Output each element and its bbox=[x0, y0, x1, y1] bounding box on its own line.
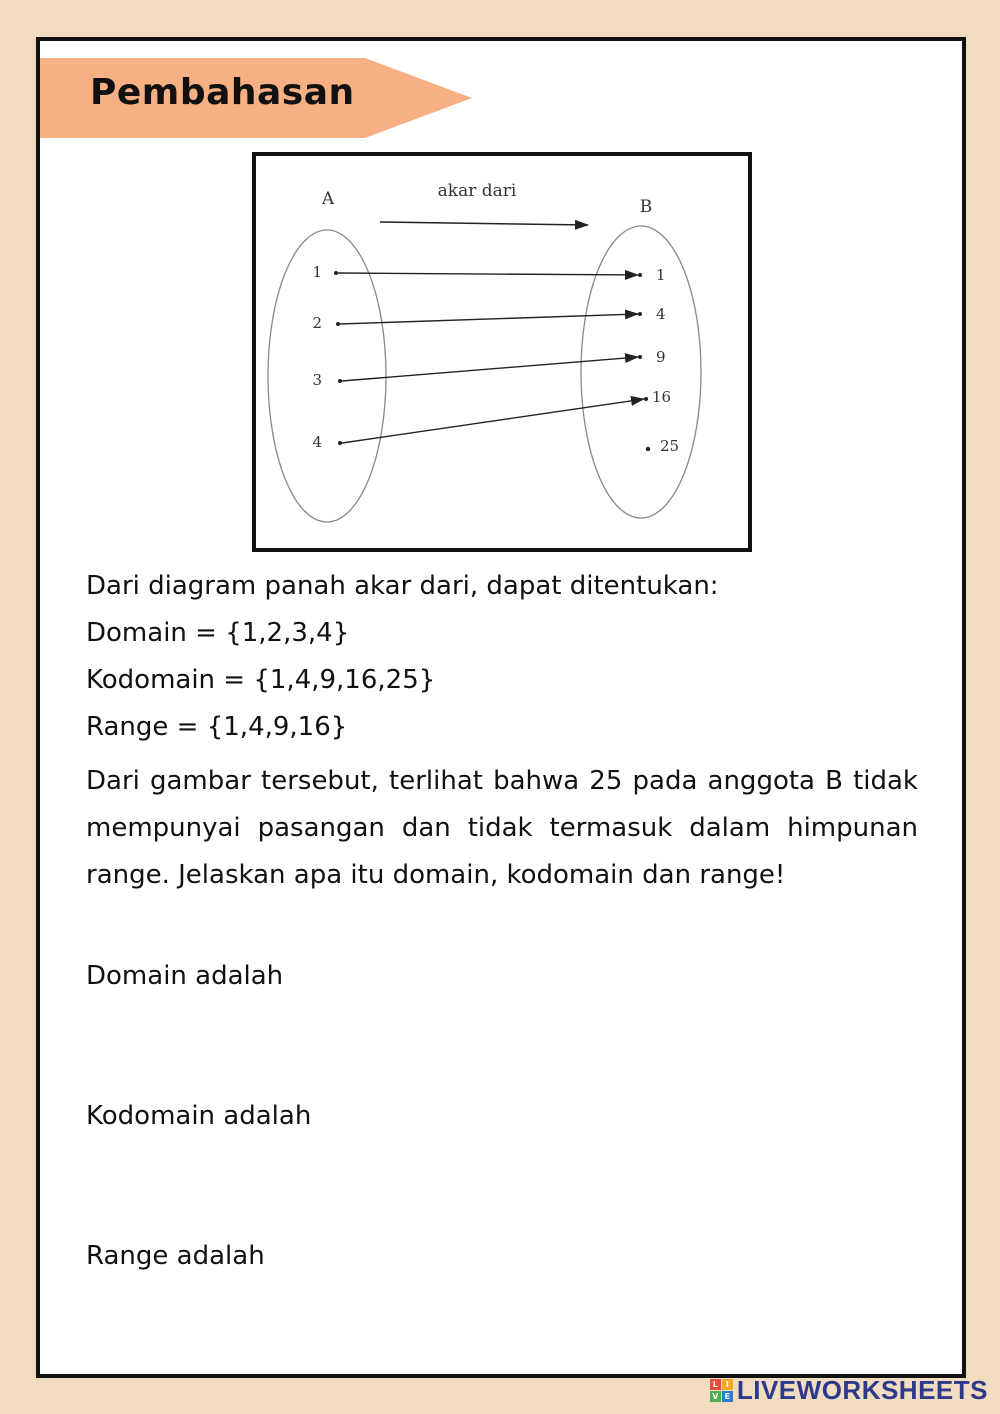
arrow-diagram-svg bbox=[256, 156, 748, 548]
set-a-dot bbox=[338, 379, 342, 383]
set-b-element: 1 bbox=[656, 266, 666, 284]
intro-block bbox=[86, 563, 918, 751]
section-ribbon bbox=[40, 58, 472, 138]
question-paragraph: Dari gambar tersebut, terlihat bahwa 25 pada anggota B tidak mempunyai pasangan dan tidak termasuk dalam himpunan range. Jelaskan apa itu domain, kodomain dan range! bbox=[86, 766, 918, 890]
range-prompt: Range adalah bbox=[86, 1241, 265, 1271]
set-b-label: B bbox=[639, 197, 653, 217]
kodomain-prompt: Kodomain adalah bbox=[86, 1101, 312, 1131]
logo-cell: E bbox=[722, 1391, 733, 1402]
set-b-dot bbox=[644, 397, 648, 401]
set-b-dot bbox=[638, 273, 642, 277]
set-b-dot bbox=[646, 447, 650, 451]
liveworksheets-logo-icon bbox=[710, 1379, 733, 1402]
domain-statement: Domain = {1,2,3,4} bbox=[86, 618, 350, 648]
relation-label: akar dari bbox=[437, 181, 517, 201]
range-answer-area[interactable] bbox=[86, 1279, 918, 1359]
set-b-element: 9 bbox=[656, 348, 666, 366]
brand-text: LIVEWORKSHEETS bbox=[736, 1375, 988, 1405]
set-b-element: 16 bbox=[652, 388, 672, 406]
set-a-element: 1 bbox=[312, 263, 322, 281]
set-b-dot bbox=[638, 312, 642, 316]
set-b-element: 4 bbox=[656, 305, 666, 323]
set-b-dot bbox=[638, 355, 642, 359]
mapping-arrow bbox=[342, 399, 644, 443]
set-a-dot bbox=[338, 441, 342, 445]
set-a-dot bbox=[334, 271, 338, 275]
set-a-label: A bbox=[321, 189, 335, 209]
section-title: Pembahasan bbox=[90, 72, 355, 113]
logo-cell: V bbox=[710, 1391, 721, 1402]
arrow-diagram bbox=[252, 152, 752, 552]
set-b-element: 25 bbox=[660, 437, 680, 455]
logo-cell: L bbox=[710, 1379, 721, 1390]
set-a-element: 2 bbox=[312, 314, 322, 332]
set-a-dot bbox=[336, 322, 340, 326]
set-a-element: 3 bbox=[312, 371, 322, 389]
liveworksheets-watermark bbox=[710, 1375, 988, 1406]
set-b-ellipse bbox=[581, 226, 701, 518]
range-statement: Range = {1,4,9,16} bbox=[86, 712, 348, 742]
worksheet-page bbox=[36, 37, 966, 1378]
kodomain-answer-area[interactable] bbox=[86, 1139, 918, 1219]
domain-prompt: Domain adalah bbox=[86, 961, 284, 991]
intro-line: Dari diagram panah akar dari, dapat ditentukan: bbox=[86, 571, 719, 601]
mapping-arrow bbox=[340, 314, 638, 324]
relation-arrow bbox=[380, 222, 588, 225]
logo-cell: I bbox=[722, 1379, 733, 1390]
kodomain-statement: Kodomain = {1,4,9,16,25} bbox=[86, 665, 436, 695]
domain-answer-area[interactable] bbox=[86, 999, 918, 1079]
set-a-element: 4 bbox=[312, 433, 322, 451]
mapping-arrow bbox=[338, 273, 638, 275]
